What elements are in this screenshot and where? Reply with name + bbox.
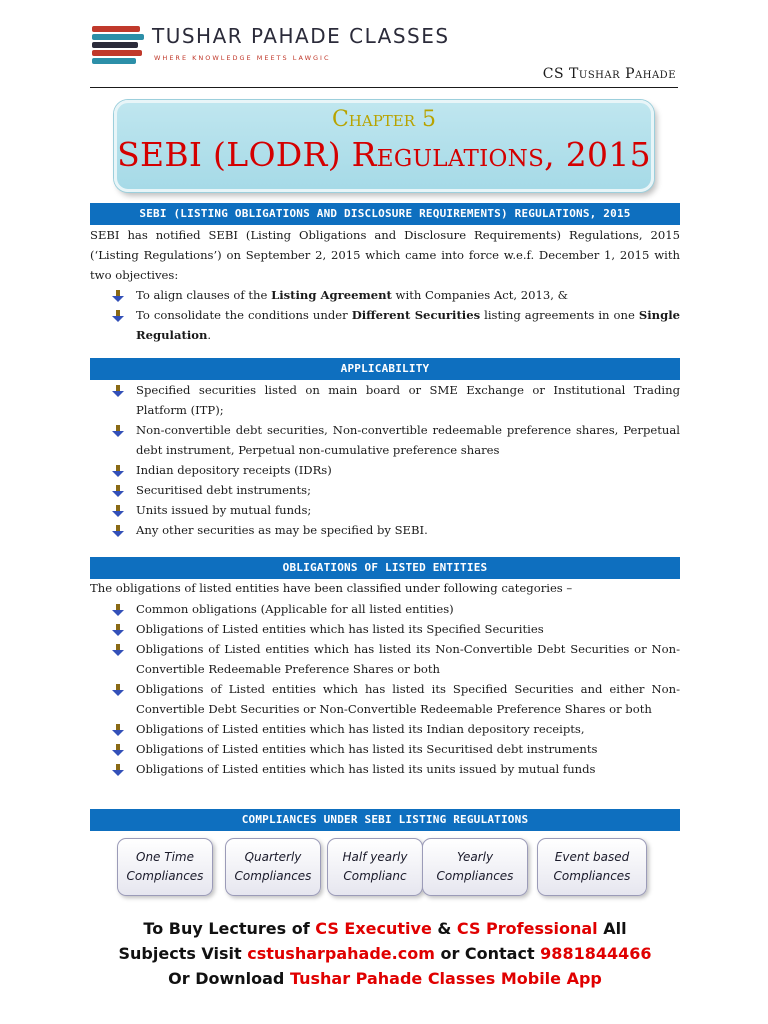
objectives-list — [112, 285, 680, 345]
section-heading-obligations: OBLIGATIONS OF LISTED ENTITIES — [90, 557, 680, 579]
compliance-box-event-based: Event based Compliances — [537, 838, 647, 896]
arrow-down-icon — [112, 525, 124, 537]
promo-line-3: Or Download Tushar Pahade Classes Mobile App — [168, 969, 602, 988]
intro-paragraph: SEBI has notified SEBI (Listing Obligations and Disclosure Requirements) Regulations, 2015 (‘Listing Regulations’) on September 2, 2015 which came into force w.e.f. December 1, 2015 with two objectives: — [90, 228, 680, 282]
list-item: Obligations of Listed entities which has listed its Securitised debt instruments — [112, 739, 680, 759]
website-link[interactable]: cstusharpahade.com — [247, 944, 435, 963]
chapter-banner — [114, 100, 654, 192]
list-item: Obligations of Listed entities which has listed its Specified Securities and either Non-Convertible Debt Securities or Non-Convertible Redeemable Preference Shares or both — [112, 679, 680, 719]
compliance-box-one-time: One Time Compliances — [117, 838, 213, 896]
arrow-down-icon — [112, 644, 124, 656]
arrow-down-icon — [112, 505, 124, 517]
mobile-app-link[interactable]: Tushar Pahade Classes Mobile App — [289, 969, 602, 988]
section-heading-compliances: COMPLIANCES UNDER SEBI LISTING REGULATIONS — [90, 809, 680, 831]
obligations-list — [112, 599, 680, 779]
promo-footer — [90, 916, 680, 991]
list-item: Any other securities as may be specified by SEBI. — [112, 520, 680, 540]
section-heading-applicability: APPLICABILITY — [90, 358, 680, 380]
arrow-down-icon — [112, 724, 124, 736]
list-item: Non-convertible debt securities, Non-convertible redeemable preference shares, Perpetual debt instrument, Perpetual non-cumulative preference shares — [112, 420, 680, 460]
list-item: Securitised debt instruments; — [112, 480, 680, 500]
header-divider — [90, 87, 678, 88]
compliance-box-quarterly: Quarterly Compliances — [225, 838, 321, 896]
promo-line-1: To Buy Lectures of CS Executive & CS Professional All — [143, 919, 627, 938]
arrow-down-icon — [112, 290, 124, 302]
arrow-down-icon — [112, 604, 124, 616]
list-item: To align clauses of the Listing Agreement with Companies Act, 2013, & — [112, 285, 680, 305]
books-logo-icon — [92, 26, 144, 66]
list-item: Obligations of Listed entities which has listed its Non-Convertible Debt Securities or Non-Convertible Redeemable Preference Shares or both — [112, 639, 680, 679]
author-name: CS Tushar Pahade — [542, 66, 676, 82]
obligations-intro: The obligations of listed entities have been classified under following categories – — [90, 581, 573, 595]
promo-line-2: Subjects Visit cstusharpahade.com or Contact 9881844466 — [118, 944, 652, 963]
applicability-list — [112, 380, 680, 540]
list-item: Common obligations (Applicable for all listed entities) — [112, 599, 680, 619]
arrow-down-icon — [112, 744, 124, 756]
brand-name: TUSHAR PAHADE CLASSES — [152, 24, 450, 48]
arrow-down-icon — [112, 385, 124, 397]
brand-tagline: WHERE KNOWLEDGE MEETS LAWGIC — [154, 54, 331, 62]
list-item: Obligations of Listed entities which has listed its units issued by mutual funds — [112, 759, 680, 779]
compliance-types — [117, 838, 653, 896]
section-heading-sebi-lodr: SEBI (LISTING OBLIGATIONS AND DISCLOSURE REQUIREMENTS) REGULATIONS, 2015 — [90, 203, 680, 225]
arrow-down-icon — [112, 764, 124, 776]
arrow-down-icon — [112, 485, 124, 497]
arrow-down-icon — [112, 684, 124, 696]
compliance-box-yearly: Yearly Compliances — [422, 838, 528, 896]
brand-logo — [92, 22, 450, 70]
chapter-title: SEBI (LODR) Regulations, 2015 — [117, 135, 651, 174]
contact-phone[interactable]: 9881844466 — [540, 944, 652, 963]
list-item: To consolidate the conditions under Different Securities listing agreements in one Single Regulation. — [112, 305, 680, 345]
arrow-down-icon — [112, 465, 124, 477]
list-item: Units issued by mutual funds; — [112, 500, 680, 520]
arrow-down-icon — [112, 425, 124, 437]
arrow-down-icon — [112, 310, 124, 322]
list-item: Indian depository receipts (IDRs) — [112, 460, 680, 480]
list-item: Obligations of Listed entities which has listed its Indian depository receipts, — [112, 719, 680, 739]
arrow-down-icon — [112, 624, 124, 636]
list-item: Specified securities listed on main board or SME Exchange or Institutional Trading Platform (ITP); — [112, 380, 680, 420]
list-item: Obligations of Listed entities which has listed its Specified Securities — [112, 619, 680, 639]
chapter-label: Chapter 5 — [331, 107, 437, 132]
compliance-box-half-yearly: Half yearly Complianc — [327, 838, 423, 896]
